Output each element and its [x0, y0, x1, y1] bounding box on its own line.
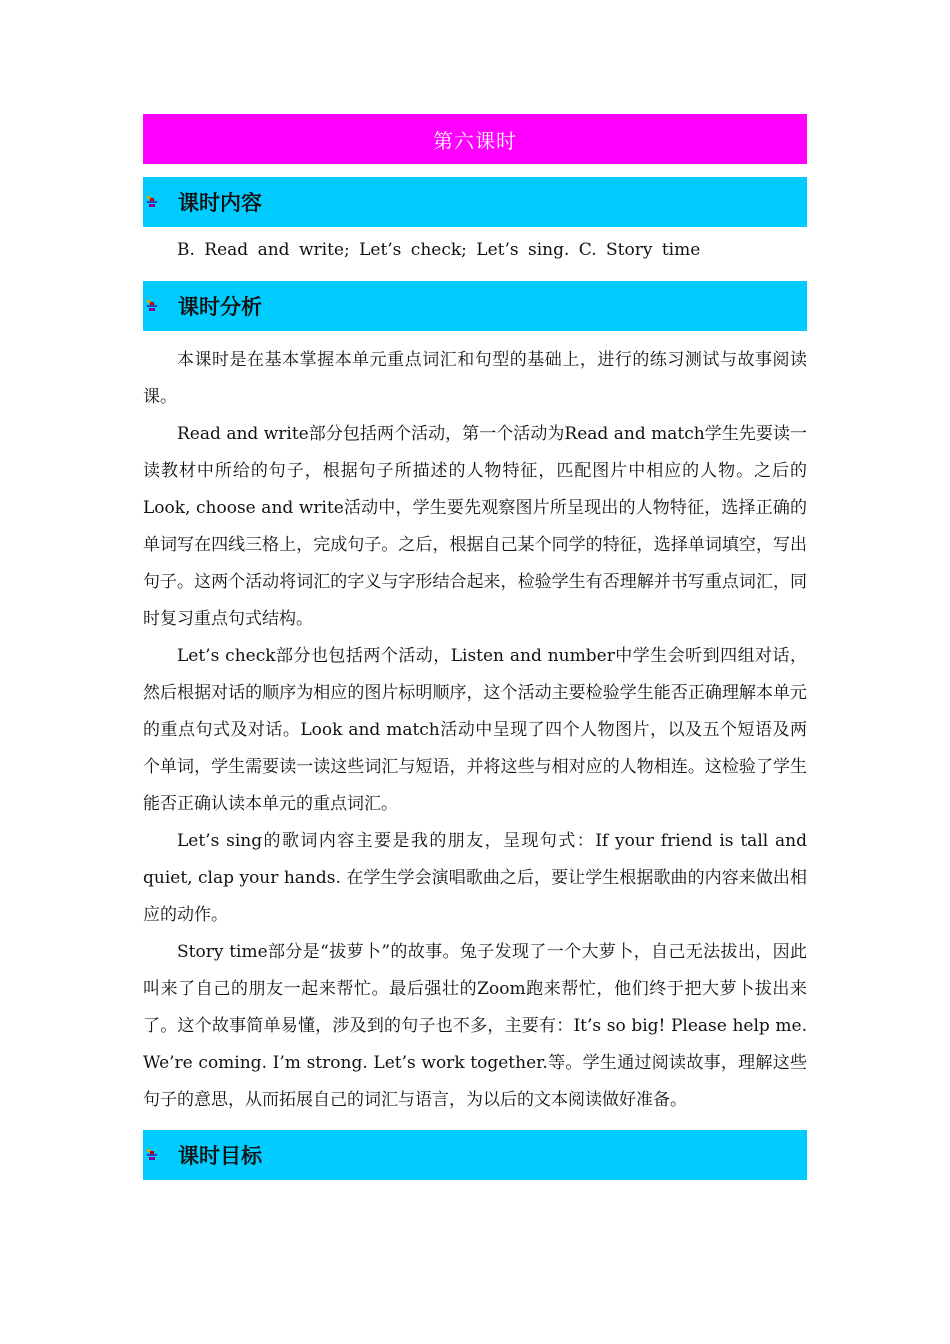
document-page	[143, 114, 807, 1180]
section-heading-analysis	[143, 281, 807, 331]
bullet-icon	[146, 196, 158, 208]
analysis-paragraph: Let’s sing的歌词内容主要是我的朋友，呈现句式：If your friend is tall and quiet, clap your hands. 在学生学会演唱歌曲之后，要让学生根据歌曲的内容来做出相应的动作。	[143, 831, 807, 925]
section-heading-objectives	[143, 1130, 807, 1180]
section-heading-content	[143, 177, 807, 227]
lesson-title: 第六课时	[433, 128, 517, 153]
analysis-paragraph: Let’s check部分也包括两个活动，Listen and number中学生会听到四组对话，然后根据对话的顺序为相应的图片标明顺序，这个活动主要检验学生能否正确理解本单元的重点句式及对话。Look and match活动中呈现了四个人物图片，以及五个短语及两个单词，学生需要读一读这些词汇与短语，并将这些与相对应的人物相连。这检验了学生能否正确认读本单元的重点词汇。	[143, 646, 807, 814]
analysis-paragraph: Read and write部分包括两个活动，第一个活动为Read and match学生先要读一读教材中所给的句子，根据句子所描述的人物特征，匹配图片中相应的人物。之后的Look, choose and write活动中，学生要先观察图片所呈现出的人物特征，选择正确的单词写在四线三格上，完成句子。之后，根据自己某个同学的特征，选择单词填空，写出句子。这两个活动将词汇的字义与字形结合起来，检验学生有否理解并书写重点词汇，同时复习重点句式结构。	[143, 424, 807, 629]
analysis-paragraph: Story time部分是“拔萝卜”的故事。兔子发现了一个大萝卜，自己无法拔出，因此叫来了自己的朋友一起来帮忙。最后强壮的Zoom跑来帮忙，他们终于把大萝卜拔出来了。这个故事简单易懂，涉及到的句子也不多，主要有：It’s so big! Please help me. We’re coming. I’m strong. Let’s work together.等。学生通过阅读故事，理解这些句子的意思，从而拓展自己的词汇与语言，为以后的文本阅读做好准备。	[143, 942, 807, 1110]
bullet-icon	[146, 1149, 158, 1161]
lesson-content-text: B. Read and write; Let’s check; Let’s sing. C. Story time	[177, 240, 701, 260]
bullet-icon	[146, 300, 158, 312]
section-heading-text: 课时分析	[178, 295, 262, 319]
section-heading-text: 课时内容	[178, 191, 262, 215]
section-heading-text: 课时目标	[178, 1144, 262, 1168]
lesson-title-bar	[143, 114, 807, 164]
analysis-body	[143, 342, 807, 1119]
analysis-paragraph: 本课时是在基本掌握本单元重点词汇和句型的基础上，进行的练习测试与故事阅读课。	[143, 350, 807, 407]
